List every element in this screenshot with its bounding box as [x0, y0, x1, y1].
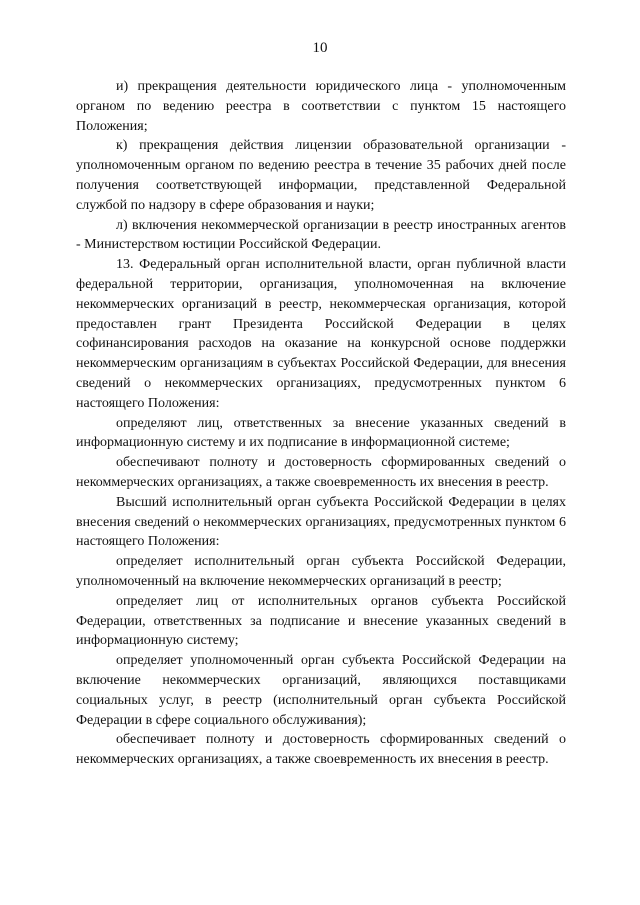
page-number: 10 [312, 40, 328, 56]
paragraph-item-i: и) прекращения деятельности юридического лица - уполномоченным органом по ведению реестра в соответствии с пунктом 15 настоящего Положения; [76, 79, 566, 134]
paragraph-item-l: л) включения некоммерческой организации в реестр иностранных агентов - Министерством юстиции Российской Федерации. [76, 217, 566, 253]
document-body [76, 77, 566, 770]
paragraph-section-13: 13. Федеральный орган исполнительной власти, орган публичной власти федеральной территории, организация, уполномоченная на включение некоммерческих организаций в реестр, некоммерческая организация, которой предоставлен грант Президента Российской Федерации в целях софинансирования расходов на оказание на конкурсной основе поддержки некоммерческим организациям в субъектах Российской Федерации, для внесения сведений о некоммерческих организациях, предусмотренных пунктом 6 настоящего Положения: [76, 257, 566, 411]
paragraph-determine-persons: определяет лиц от исполнительных органов субъекта Российской Федерации, ответственных за подписание и внесение указанных сведений в информационную систему; [76, 593, 566, 649]
paragraph-ensure-completeness-region: обеспечивает полноту и достоверность сформированных сведений о некоммерческих организациях, а также своевременность их внесения в реестр. [76, 732, 566, 768]
paragraph-ensure-completeness: обеспечивают полноту и достоверность сформированных сведений о некоммерческих организациях, а также своевременность их внесения в реестр. [76, 455, 566, 490]
paragraph-determine-executive-body: определяет исполнительный орган субъекта Российской Федерации, уполномоченный на включение некоммерческих организаций в реестр; [76, 554, 566, 589]
paragraph-higher-executive-body: Высший исполнительный орган субъекта Российской Федерации в целях внесения сведений о некоммерческих организациях, предусмотренных пунктом 6 настоящего Положения: [76, 494, 566, 550]
paragraph-determine-authorized-body: определяет уполномоченный орган субъекта Российской Федерации на включение некоммерческих организаций, являющихся поставщиками социальных услуг, в реестр (исполнительный орган субъекта Российской Федерации в сфере социального обслуживания); [76, 653, 566, 728]
paragraph-item-k: к) прекращения действия лицензии образовательной организации - уполномоченным органом по ведению реестра в течение 35 рабочих дней после получения соответствующей информации, представленной Федеральной службой по надзору в сфере образования и науки; [76, 138, 566, 213]
paragraph-determine-responsible: определяют лиц, ответственных за внесение указанных сведений в информационную систему и их подписание в информационной системе; [76, 415, 566, 451]
